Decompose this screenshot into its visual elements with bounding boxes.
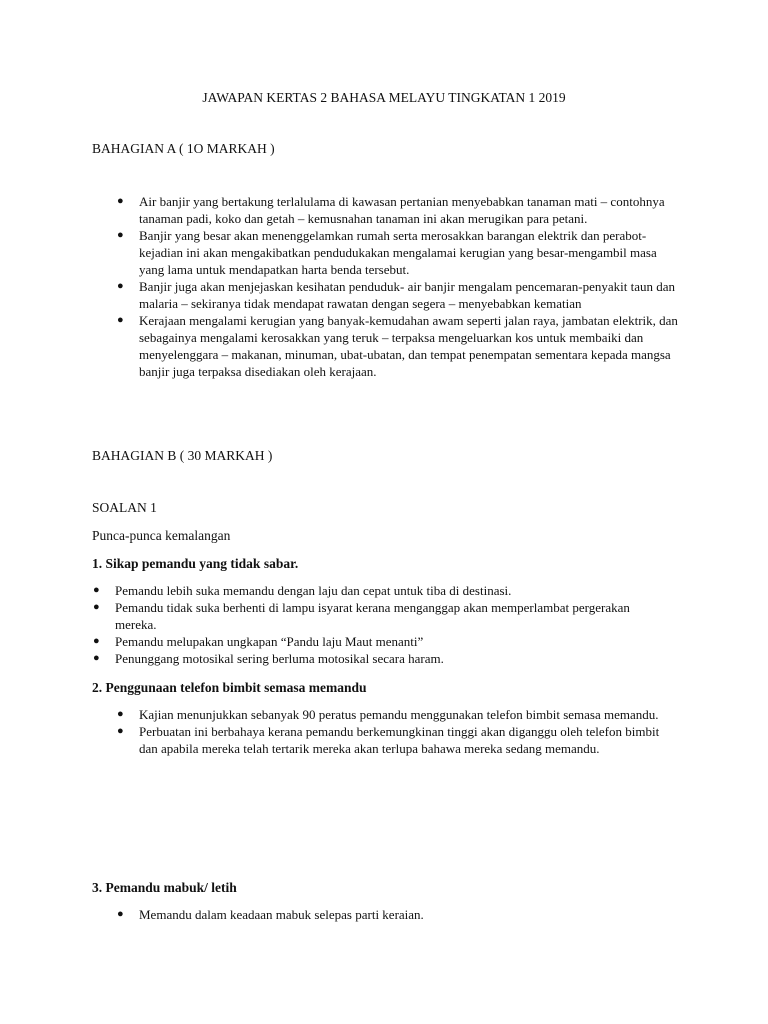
- question-label: SOALAN 1: [92, 500, 157, 515]
- section-b-heading: BAHAGIAN B ( 30 MARKAH ): [92, 448, 273, 463]
- page-title: JAWAPAN KERTAS 2 BAHASA MELAYU TINGKATAN 1 2019: [202, 90, 566, 105]
- point-3-list: [117, 906, 679, 923]
- bullet-icon: ●: [117, 229, 124, 241]
- bullet-icon: ●: [117, 908, 124, 920]
- point-1-list: [93, 582, 645, 667]
- bullet-icon: ●: [93, 584, 100, 596]
- bullet-icon: ●: [93, 601, 100, 613]
- list-item: ● Pemandu tidak suka berhenti di lampu isyarat kerana menganggap akan memperlambat pergerakan mereka.: [93, 600, 630, 632]
- bullet-icon: ●: [117, 708, 124, 720]
- point-3-heading: 3. Pemandu mabuk/ letih: [92, 880, 237, 895]
- bullet-icon: ●: [117, 280, 124, 292]
- intro-text: Punca-punca kemalangan: [92, 528, 231, 543]
- list-item: ● Banjir yang besar akan menenggelamkan rumah serta merosakkan barangan elektrik dan perabot-kejadian ini akan mengakibatkan pendudukakan mengalamai kerugian yang besar-mengambil masa yang lama untuk mendapatkan harta benda tersebut.: [117, 228, 657, 277]
- list-item: ● Kerajaan mengalami kerugian yang banyak-kemudahan awam seperti jalan raya, jambatan elektrik, dan sebagainya mengalami kerosakkan yang teruk – terpaksa mengeluarkan kos untuk membaiki dan menyelenggara – makanan, minuman, ubat-ubatan, dan tempat penempatan sementara kepada mangsa banjir juga terpaksa disediakan oleh kerajaan.: [117, 313, 678, 379]
- list-item: ● Kajian menunjukkan sebanyak 90 peratus pemandu menggunakan telefon bimbit semasa memandu.: [117, 707, 659, 722]
- list-item: ● Memandu dalam keadaan mabuk selepas parti keraian.: [117, 907, 424, 922]
- section-a-list: [117, 193, 679, 380]
- bullet-icon: ●: [93, 652, 100, 664]
- point-2-heading: 2. Penggunaan telefon bimbit semasa memandu: [92, 680, 367, 695]
- bullet-icon: ●: [117, 314, 124, 326]
- list-item: ● Pemandu lebih suka memandu dengan laju dan cepat untuk tiba di destinasi.: [93, 583, 512, 598]
- point-1-heading: 1. Sikap pemandu yang tidak sabar.: [92, 556, 299, 571]
- list-item: ● Banjir juga akan menjejaskan kesihatan penduduk- air banjir mengalam pencemaran-penyakit taun dan malaria – sekiranya tidak mendapat rawatan dengan segera – menyebabkan kematian: [117, 279, 676, 311]
- point-2-list: [117, 706, 679, 757]
- list-item: ● Pemandu melupakan ungkapan “Pandu laju Maut menanti”: [93, 634, 424, 649]
- section-a-heading: BAHAGIAN A ( 1O MARKAH ): [92, 141, 275, 156]
- list-item: ● Air banjir yang bertakung terlalulama di kawasan pertanian menyebabkan tanaman mati – contohnya tanaman padi, koko dan getah – kemusnahan tanaman ini akan merugikan para petani.: [117, 194, 665, 226]
- bullet-icon: ●: [93, 635, 100, 647]
- list-item: ● Penunggang motosikal sering berluma motosikal secara haram.: [93, 651, 444, 666]
- bullet-icon: ●: [117, 195, 124, 207]
- bullet-icon: ●: [117, 725, 124, 737]
- list-item: ● Perbuatan ini berbahaya kerana pemandu berkemungkinan tinggi akan diganggu oleh telefon bimbit dan apabila mereka telah tertarik mereka akan terlupa bahawa mereka sedang memandu.: [117, 724, 660, 756]
